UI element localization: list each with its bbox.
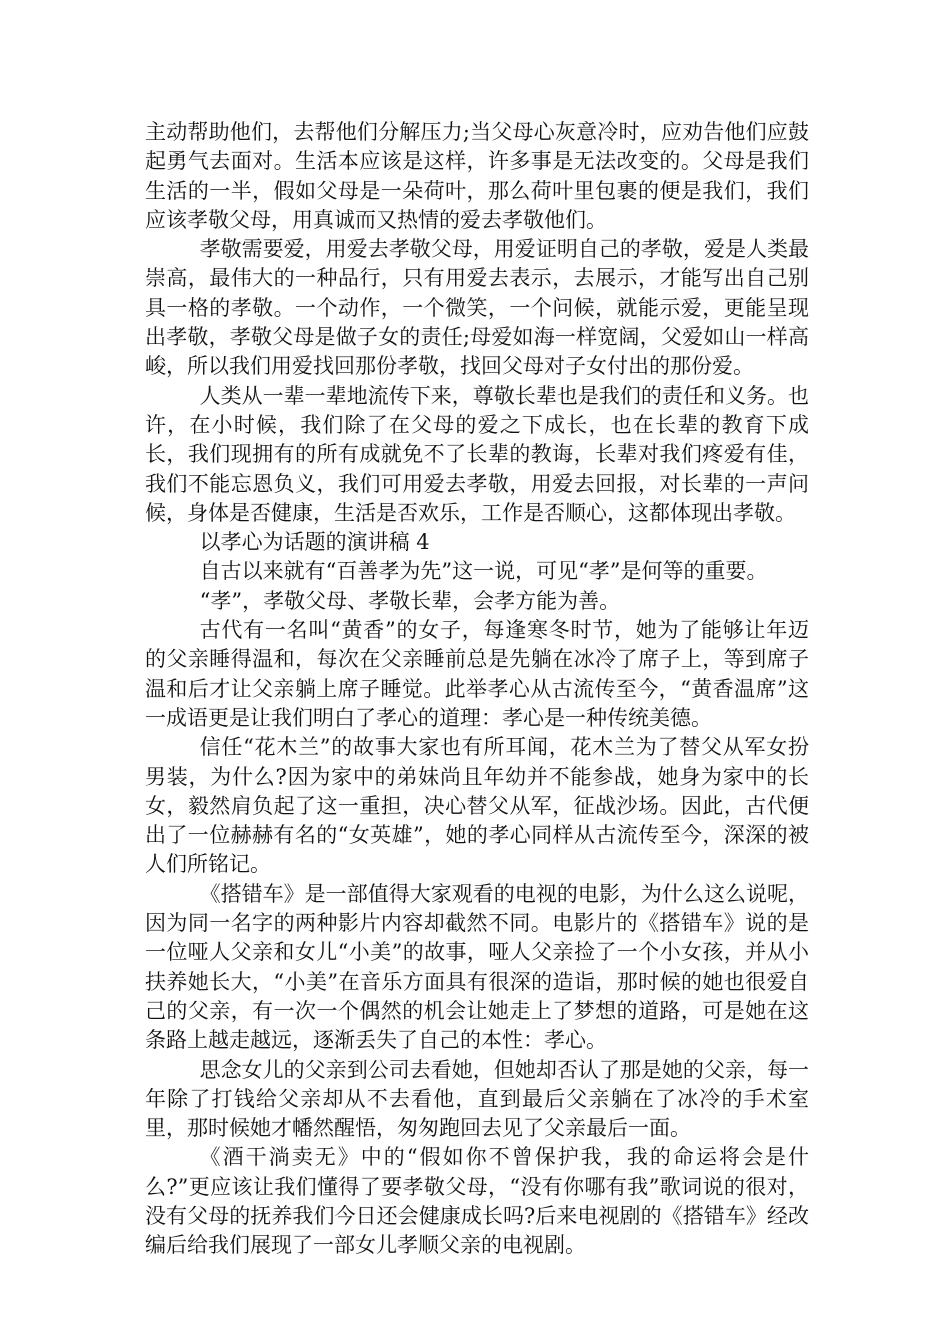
paragraph-4: 自古以来就有“百善孝为先”这一说，可见“孝”是何等的重要。 bbox=[199, 559, 768, 584]
paragraph-6: 古代有一名叫“黄香”的女子，每逢寒冬时节，她为了能够让年迈的父亲睡得温和，每次在父亲睡前总是先躺在冰冷了席子上，等到席子温和后才让父亲躺上席子睡觉。此举孝心从古流传至今，“黄香温席”这一成语更是让我们明白了孝心的道理：孝心是一种传统美德。 bbox=[145, 618, 809, 730]
section-heading: 以孝心为话题的演讲稿 4 bbox=[199, 530, 430, 555]
paragraph-9: 思念女儿的父亲到公司去看她，但她却否认了那是她的父亲，每一年除了打钱给父亲却从不去看他，直到最后父亲躺在了冰冷的手术室里，那时候她才幡然醒悟，匆匆跑回去见了父亲最后一面。 bbox=[145, 1057, 809, 1141]
paragraph-7: 信任“花木兰”的故事大家也有所耳闻，花木兰为了替父从军女扮男装，为什么?因为家中的弟妹尚且年幼并不能参战，她身为家中的长女，毅然肩负起了这一重担，决心替父从军，征战沙场。因此，古代便出了一位赫赫有名的“女英雄”，她的孝心同样从古流传至今，深深的被人们所铭记。 bbox=[145, 735, 809, 877]
paragraph-2: 孝敬需要爱，用爱去孝敬父母，用爱证明自己的孝敬，爱是人类最崇高，最伟大的一种品行，只有用爱去表示，去展示，才能写出自己别具一格的孝敬。一个动作，一个微笑，一个问候，就能示爱，更能呈现出孝敬，孝敬父母是做子女的责任;母爱如海一样宽阔，父爱如山一样高峻，所以我们用爱找回那份孝敬，找回父母对子女付出的那份爱。 bbox=[145, 237, 809, 379]
paragraph-5: “孝”，孝敬父母、孝敬长辈，会孝方能为善。 bbox=[199, 588, 621, 613]
paragraph-3: 人类从一辈一辈地流传下来，尊敬长辈也是我们的责任和义务。也许，在小时候，我们除了在父母的爱之下成长，也在长辈的教育下成长，我们现拥有的所有成就免不了长辈的教诲，长辈对我们疼爱有佳，我们不能忘恩负义，我们可用爱去孝敬，用爱去回报，对长辈的一声问候，身体是否健康，生活是否欢乐，工作是否顺心，这都体现出孝敬。 bbox=[145, 383, 809, 525]
document-page bbox=[145, 118, 809, 1261]
paragraph-8: 《搭错车》是一部值得大家观看的电视的电影，为什么这么说呢，因为同一名字的两种影片内容却截然不同。电影片的《搭错车》说的是一位哑人父亲和女儿“小美”的故事，哑人父亲捡了一个小女孩，并从小扶养她长大，“小美”在音乐方面具有很深的造诣，那时候的她也很爱自己的父亲，有一次一个偶然的机会让她走上了梦想的道路，可是她在这条路上越走越远，逐渐丢失了自己的本性：孝心。 bbox=[145, 881, 809, 1053]
paragraph-1: 主动帮助他们，去帮他们分解压力;当父母心灰意冷时，应劝告他们应鼓起勇气去面对。生活本应该是这样，许多事是无法改变的。父母是我们生活的一半，假如父母是一朵荷叶，那么荷叶里包裹的便是我们，我们应该孝敬父母，用真诚而又热情的爱去孝敬他们。 bbox=[145, 120, 809, 232]
paragraph-10: 《酒干淌卖无》中的“假如你不曾保护我，我的命运将会是什么?”更应该让我们懂得了要孝敬父母，“没有你哪有我”歌词说的很对，没有父母的抚养我们今日还会健康成长吗?后来电视剧的《搭错车》经改编后给我们展现了一部女儿孝顺父亲的电视剧。 bbox=[145, 1145, 809, 1258]
